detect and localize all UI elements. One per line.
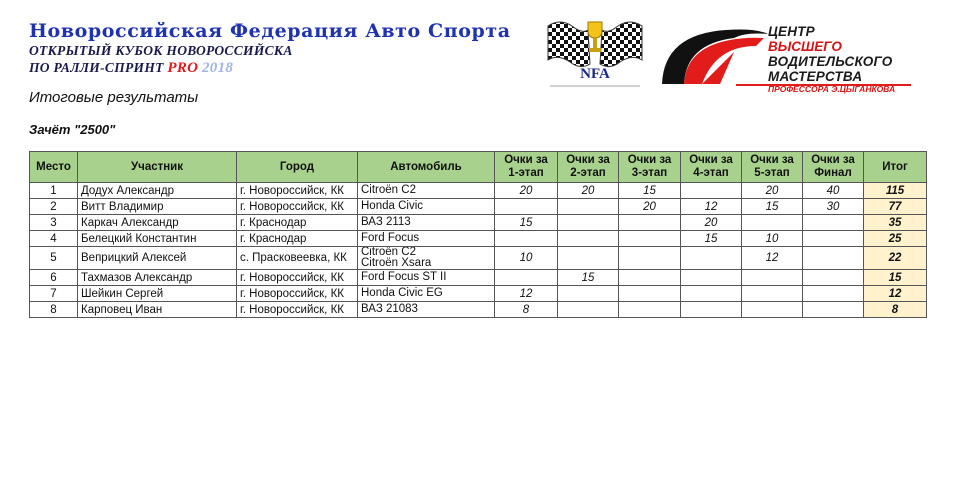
- col-city: Город: [237, 152, 358, 183]
- cell-stage1: [495, 231, 558, 247]
- cell-stage1: [495, 199, 558, 215]
- col-stage4: Очки за 4-этап: [681, 152, 742, 183]
- nfa-logo-text: NFA: [580, 66, 610, 82]
- checkered-flag-left-icon: [548, 22, 590, 67]
- col-stage1: Очки за 1-этап: [495, 152, 558, 183]
- cell-stage5: 12: [742, 247, 803, 270]
- cell-final: [803, 247, 864, 270]
- cell-stage4: 12: [681, 199, 742, 215]
- cell-stage4: [681, 247, 742, 270]
- cell-total: 8: [864, 302, 927, 318]
- cell-car: ВАЗ 2113: [358, 215, 495, 231]
- cell-city: г. Новороссийск, КК: [237, 302, 358, 318]
- cell-place: 6: [30, 270, 78, 286]
- cell-total: 15: [864, 270, 927, 286]
- table-row: [30, 215, 927, 231]
- cell-stage4: [681, 183, 742, 199]
- col-car: Автомобиль: [358, 152, 495, 183]
- cell-stage3: 15: [619, 183, 681, 199]
- cell-stage3: [619, 247, 681, 270]
- table-header-row: [30, 152, 927, 183]
- cell-stage3: [619, 215, 681, 231]
- cell-stage5: [742, 286, 803, 302]
- cell-stage5: 10: [742, 231, 803, 247]
- cell-participant: Витт Владимир: [78, 199, 237, 215]
- cell-stage4: [681, 286, 742, 302]
- cell-car: Ford Focus: [358, 231, 495, 247]
- table-row: [30, 199, 927, 215]
- cell-total: 35: [864, 215, 927, 231]
- center-line1: ЦЕНТР: [768, 24, 815, 39]
- cup-title-pro: PRO: [167, 60, 199, 76]
- cell-total: 115: [864, 183, 927, 199]
- cell-stage2: [558, 286, 619, 302]
- cell-stage5: [742, 270, 803, 286]
- table-row: [30, 270, 927, 286]
- cell-place: 8: [30, 302, 78, 318]
- cell-stage1: [495, 270, 558, 286]
- col-stage5: Очки за 5-этап: [742, 152, 803, 183]
- cup-title-year: 2018: [202, 60, 234, 76]
- cell-city: г. Новороссийск, КК: [237, 270, 358, 286]
- cell-stage2: [558, 302, 619, 318]
- cell-car: Ford Focus ST II: [358, 270, 495, 286]
- cell-stage3: 20: [619, 199, 681, 215]
- cell-total: 25: [864, 231, 927, 247]
- driving-center-text: [768, 24, 895, 95]
- cell-participant: Каркач Александр: [78, 215, 237, 231]
- cell-final: [803, 215, 864, 231]
- cell-stage1: 12: [495, 286, 558, 302]
- center-line4: МАСТЕРСТВА: [768, 69, 863, 84]
- cell-total: 22: [864, 247, 927, 270]
- cell-place: 1: [30, 183, 78, 199]
- cell-stage1: 8: [495, 302, 558, 318]
- cup-title-line2: [29, 60, 233, 77]
- cell-place: 7: [30, 286, 78, 302]
- cell-stage4: [681, 302, 742, 318]
- class-heading: Зачёт "2500": [29, 122, 116, 137]
- table-row: [30, 286, 927, 302]
- cell-city: г. Краснодар: [237, 231, 358, 247]
- cell-stage4: 15: [681, 231, 742, 247]
- col-stage3: Очки за 3-этап: [619, 152, 681, 183]
- cell-stage1: 15: [495, 215, 558, 231]
- cell-stage4: 20: [681, 215, 742, 231]
- col-total: Итог: [864, 152, 927, 183]
- cell-place: 3: [30, 215, 78, 231]
- cell-final: [803, 231, 864, 247]
- col-participant: Участник: [78, 152, 237, 183]
- cell-city: г. Новороссийск, КК: [237, 183, 358, 199]
- cell-stage1: 10: [495, 247, 558, 270]
- cell-place: 4: [30, 231, 78, 247]
- cell-final: [803, 286, 864, 302]
- cell-participant: Додух Александр: [78, 183, 237, 199]
- cell-stage3: [619, 231, 681, 247]
- checkered-flag-right-icon: [600, 22, 642, 67]
- cell-stage5: [742, 215, 803, 231]
- cell-stage2: [558, 231, 619, 247]
- cell-participant: Веприцкий Алексей: [78, 247, 237, 270]
- table-row: [30, 183, 927, 199]
- cell-stage2: 15: [558, 270, 619, 286]
- federation-title: Новороссийская Федерация Авто Спорта: [29, 20, 511, 42]
- trophy-icon: [588, 22, 602, 52]
- cell-city: г. Новороссийск, КК: [237, 286, 358, 302]
- cell-final: [803, 302, 864, 318]
- table-row: [30, 231, 927, 247]
- cell-participant: Карповец Иван: [78, 302, 237, 318]
- col-place: Место: [30, 152, 78, 183]
- cell-stage3: [619, 286, 681, 302]
- cell-place: 2: [30, 199, 78, 215]
- cell-stage2: 20: [558, 183, 619, 199]
- cell-total: 12: [864, 286, 927, 302]
- table-row: [30, 247, 927, 270]
- cell-city: г. Краснодар: [237, 215, 358, 231]
- cell-car: ВАЗ 21083: [358, 302, 495, 318]
- cell-city: с. Прасковеевка, КК: [237, 247, 358, 270]
- cell-stage2: [558, 247, 619, 270]
- center-line2: ВЫСШЕГО: [768, 39, 842, 54]
- cell-final: 30: [803, 199, 864, 215]
- cell-car: Honda Civic: [358, 199, 495, 215]
- cell-total: 77: [864, 199, 927, 215]
- cell-participant: Белецкий Константин: [78, 231, 237, 247]
- cell-stage3: [619, 302, 681, 318]
- col-final: Очки за Финал: [803, 152, 864, 183]
- cup-title-line1: ОТКРЫТЫЙ КУБОК НОВОРОССИЙСКА: [29, 43, 293, 58]
- cell-stage1: 20: [495, 183, 558, 199]
- col-stage2: Очки за 2-этап: [558, 152, 619, 183]
- cell-stage3: [619, 270, 681, 286]
- cell-car: Honda Civic EG: [358, 286, 495, 302]
- results-table: [29, 151, 927, 318]
- cell-car: Citroën C2: [358, 183, 495, 199]
- cup-title-prefix: ПО РАЛЛИ-СПРИНТ: [29, 60, 164, 75]
- cell-final: [803, 270, 864, 286]
- cell-car: Citroën C2 Citroën Xsara: [358, 247, 495, 270]
- cell-participant: Шейкин Сергей: [78, 286, 237, 302]
- center-line3: ВОДИТЕЛЬСКОГО: [768, 54, 893, 69]
- cell-participant: Тахмазов Александр: [78, 270, 237, 286]
- center-line5: ПРОФЕССОРА Э.ЦЫГАНКОВА: [768, 84, 896, 94]
- nfa-logo: [540, 16, 650, 90]
- cell-stage2: [558, 215, 619, 231]
- cell-stage4: [681, 270, 742, 286]
- table-row: [30, 302, 927, 318]
- cell-stage5: [742, 302, 803, 318]
- cell-final: 40: [803, 183, 864, 199]
- cell-stage5: 20: [742, 183, 803, 199]
- results-heading: Итоговые результаты: [29, 89, 199, 106]
- cell-stage2: [558, 199, 619, 215]
- cell-city: г. Новороссийск, КК: [237, 199, 358, 215]
- cell-place: 5: [30, 247, 78, 270]
- cell-stage5: 15: [742, 199, 803, 215]
